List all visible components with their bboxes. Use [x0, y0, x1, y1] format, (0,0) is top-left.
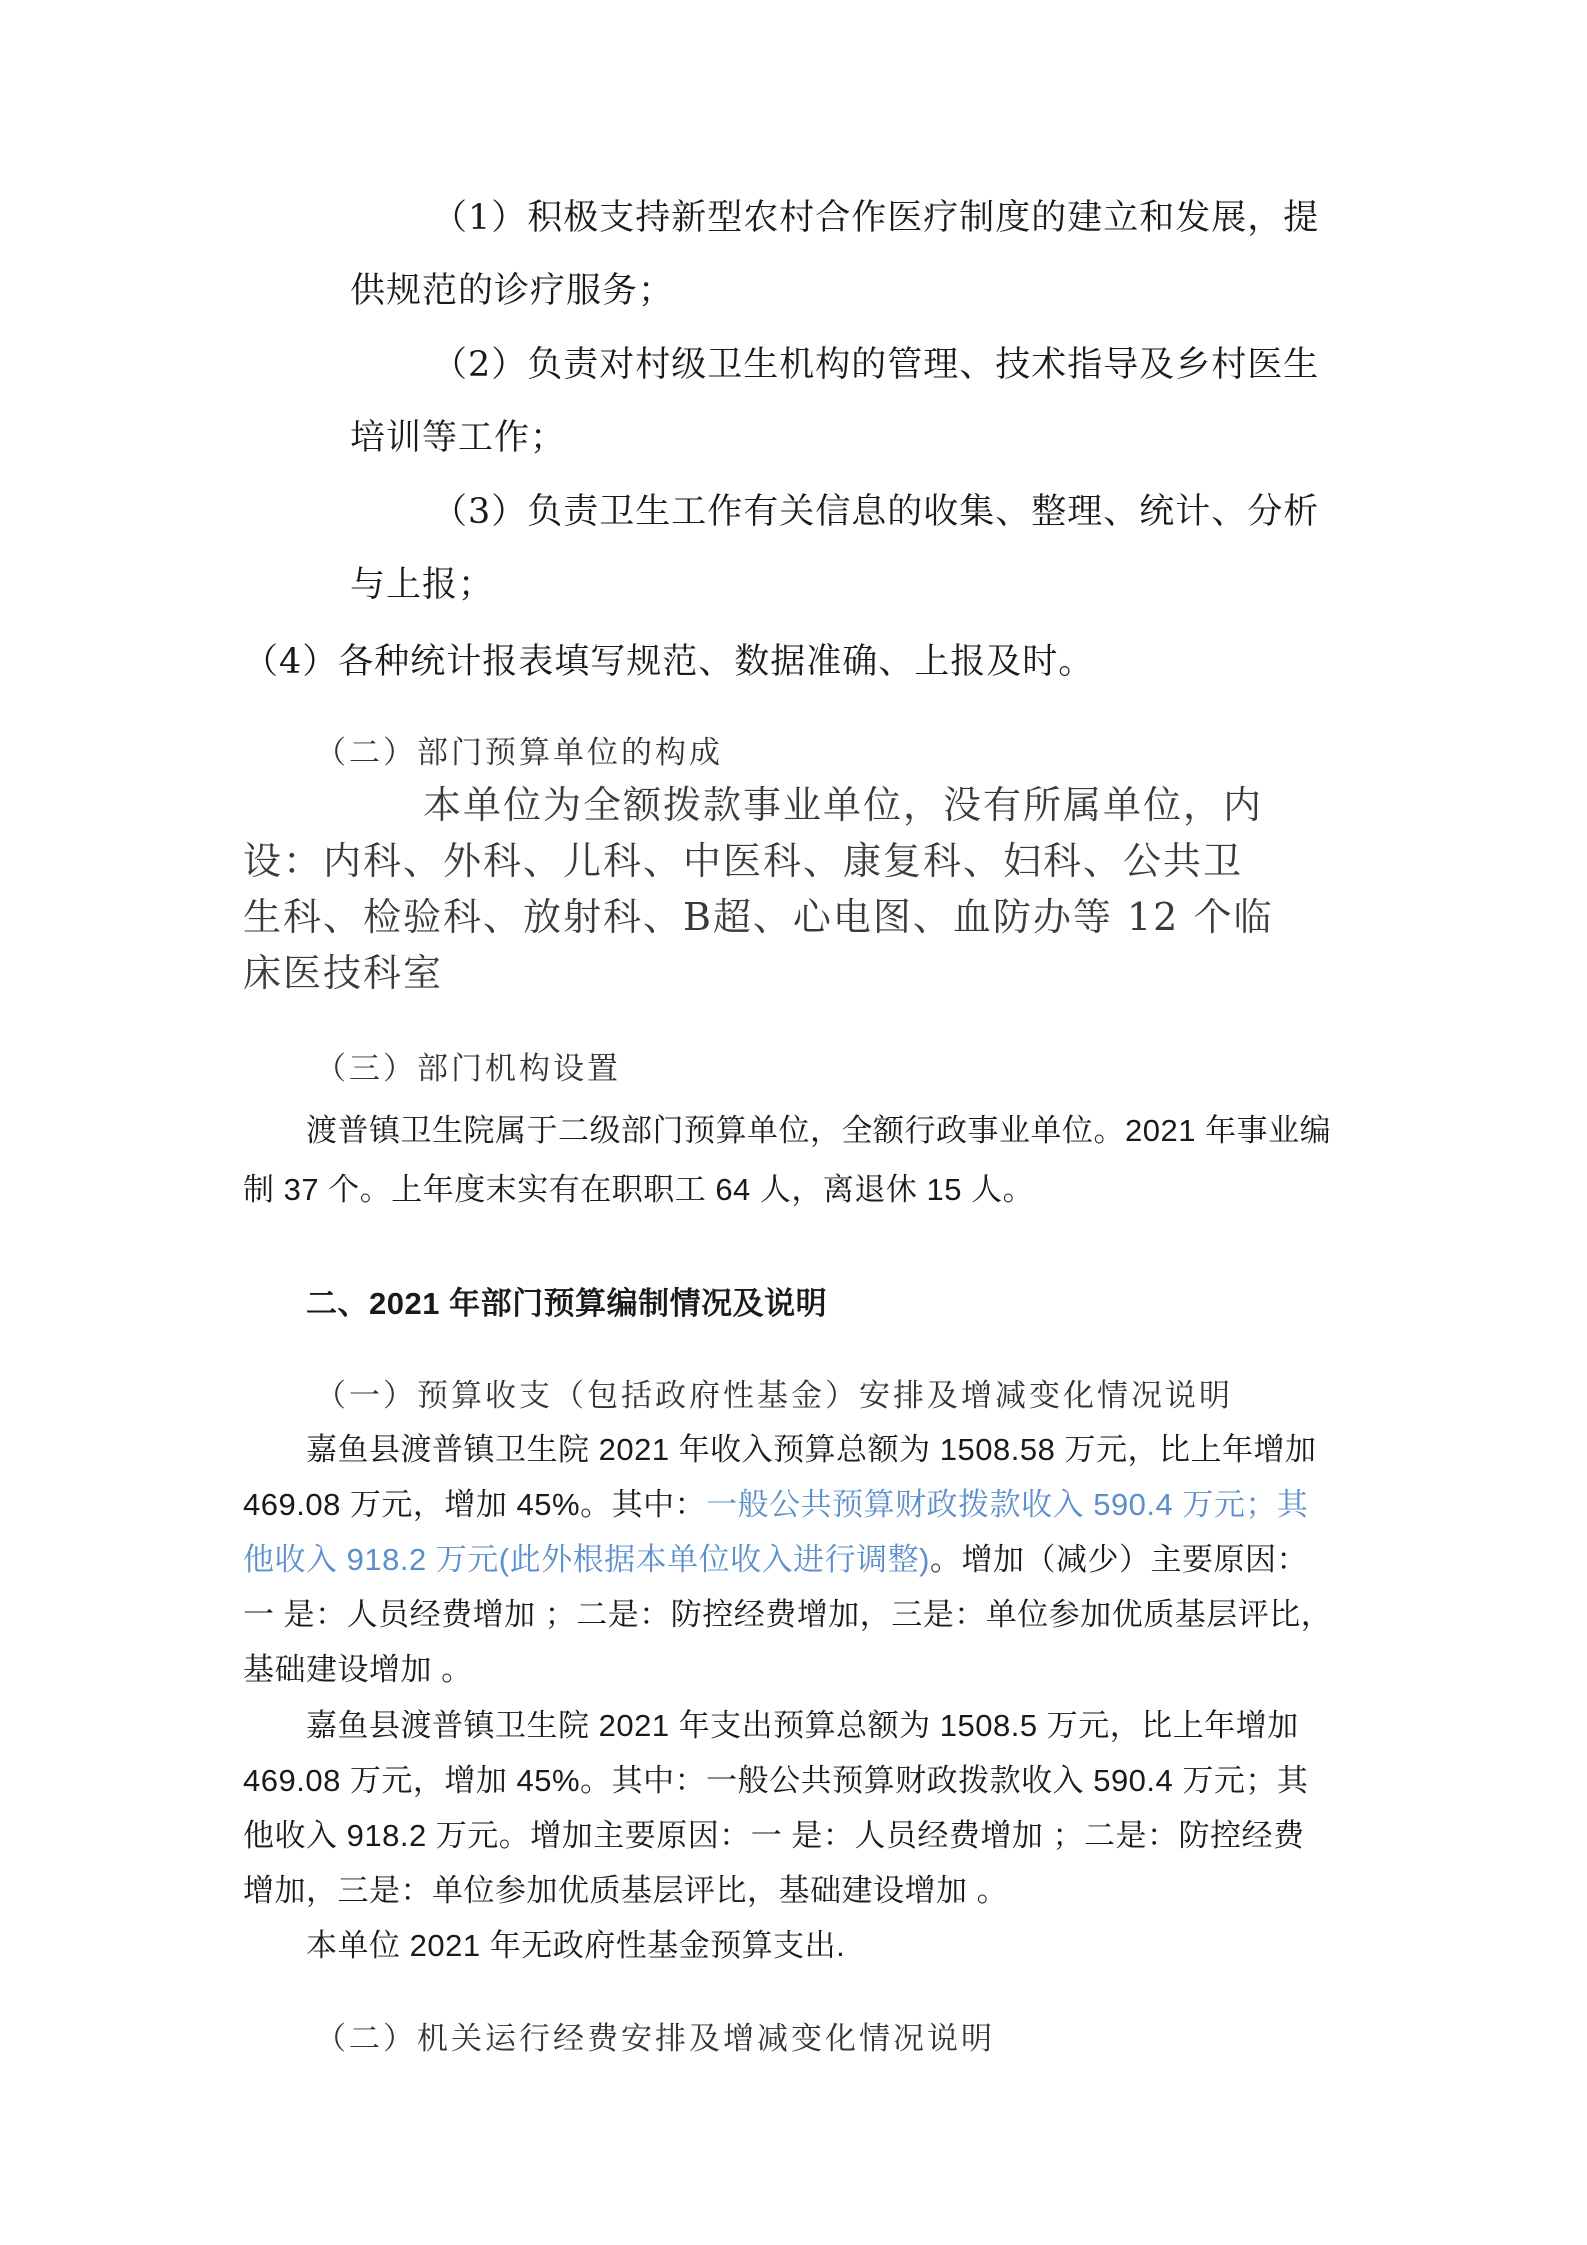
section-units-line-2: 设：内科、外科、儿科、中医科、康复科、妇科、公共卫 [243, 839, 1244, 883]
income-line-3-highlight: 他收入 918.2 万元(此外根据本单位收入进行调整) [243, 1542, 930, 1577]
expense-line-2: 469.08 万元，增加 45%。其中：一般公共预算财政拨款收入 590.4 万元；其 [243, 1763, 1309, 1798]
expense-line-3: 他收入 918.2 万元。增加主要原因：一 是：人员经费增加 ；二是：防控经费 [243, 1818, 1305, 1853]
duty-1-line-2: 供规范的诊疗服务； [350, 271, 675, 311]
income-line-3 [243, 1534, 1308, 1579]
duty-2-line-1: （2）负责对村级卫生机构的管理、技术指导及乡村医生 [432, 345, 1320, 385]
income-line-3-plain: 。增加（减少）主要原因： [929, 1542, 1308, 1577]
duty-3-line-2: 与上报； [350, 565, 495, 605]
duty-3-line-1: （3）负责卫生工作有关信息的收集、整理、统计、分析 [432, 492, 1320, 532]
section-org-heading: （三）部门机构设置 [315, 1051, 621, 1087]
section-org-line-2: 制 37 个。上年度末实有在职职工 64 人，离退休 15 人。 [243, 1172, 1035, 1207]
expense-line-1: 嘉鱼县渡普镇卫生院 2021 年支出预算总额为 1508.5 万元，比上年增加 [306, 1708, 1299, 1743]
section-ops-heading: （二）机关运行经费安排及增减变化情况说明 [315, 2021, 995, 2057]
income-line-2-highlight: 一般公共预算财政拨款收入 590.4 万元；其 [706, 1487, 1309, 1522]
duty-1-line-1: （1）积极支持新型农村合作医疗制度的建立和发展，提 [432, 198, 1320, 238]
section-units-line-4: 床医技科室 [243, 951, 444, 995]
income-line-1: 嘉鱼县渡普镇卫生院 2021 年收入预算总额为 1508.58 万元，比上年增加 [306, 1432, 1317, 1467]
income-line-4: 一 是：人员经费增加 ；二是：防控经费增加，三是：单位参加优质基层评比， [243, 1597, 1333, 1632]
section-units-line-1: 本单位为全额拨款事业单位，没有所属单位，内 [423, 783, 1264, 827]
duty-4-line-1: （4）各种统计报表填写规范、数据准确、上报及时。 [243, 642, 1095, 682]
fund-note: 本单位 2021 年无政府性基金预算支出. [306, 1928, 846, 1963]
expense-line-4: 增加，三是：单位参加优质基层评比，基础建设增加 。 [243, 1873, 1009, 1908]
duty-2-line-2: 培训等工作； [350, 418, 567, 458]
section-org-line-1: 渡普镇卫生院属于二级部门预算单位，全额行政事业单位。2021 年事业编 [306, 1113, 1332, 1148]
income-line-2 [243, 1479, 1308, 1524]
section-budget-heading: （一）预算收支（包括政府性基金）安排及增减变化情况说明 [315, 1378, 1233, 1414]
part-two-heading: 二、2021 年部门预算编制情况及说明 [306, 1286, 828, 1321]
income-line-5: 基础建设增加 。 [243, 1652, 473, 1687]
section-units-line-3: 生科、检验科、放射科、B超、心电图、血防办等 12 个临 [243, 895, 1274, 939]
section-units-heading: （二）部门预算单位的构成 [315, 735, 723, 771]
income-line-2-plain: 469.08 万元，增加 45%。其中： [243, 1487, 707, 1522]
